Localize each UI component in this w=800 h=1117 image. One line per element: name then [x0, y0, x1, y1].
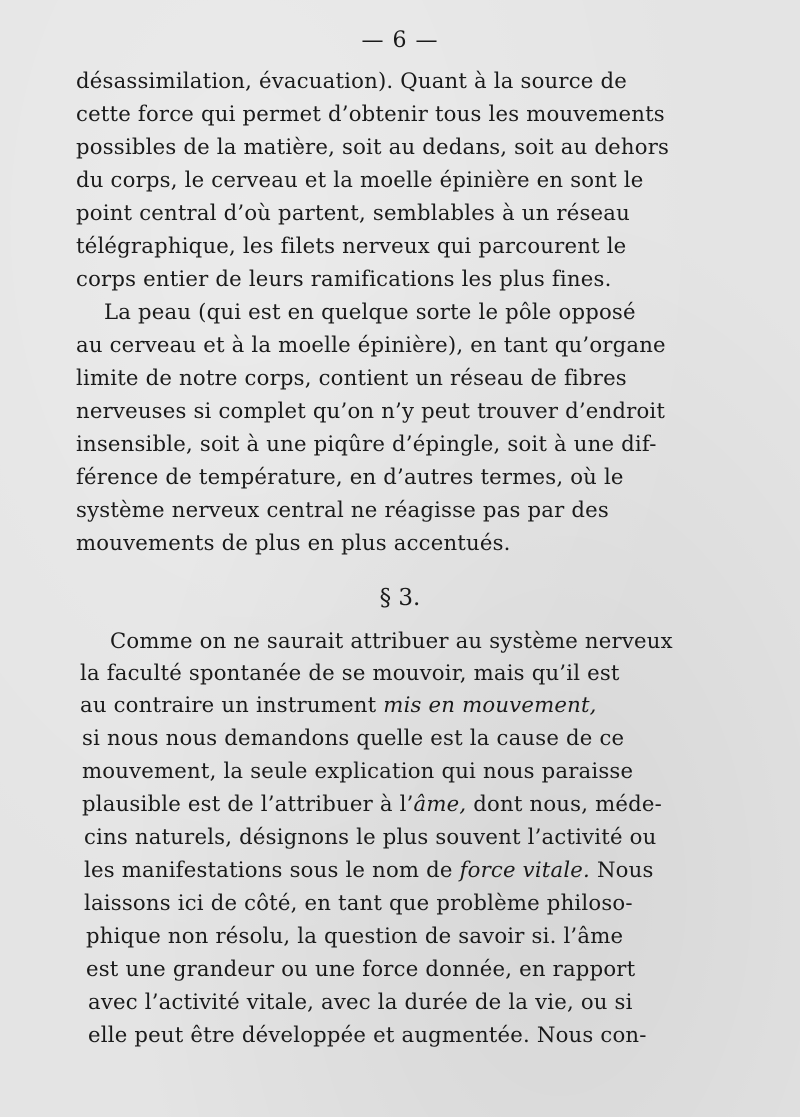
text-line: elle peut être développée et augmentée. Nous con-: [88, 1022, 647, 1047]
text-line: avec l’activité vitale, avec la durée de la vie, ou si: [88, 989, 633, 1014]
text-span: plausible est de l’attribuer à l’: [82, 791, 414, 816]
emphasis-text: âme,: [413, 791, 467, 816]
text-line: point central d’où partent, semblables à un réseau: [76, 200, 630, 225]
text-line: au cerveau et à la moelle épinière), en tant qu’organe: [76, 332, 666, 357]
text-line: nerveuses si complet qu’on n’y peut trouver d’endroit: [76, 398, 666, 423]
text-line: mouvements de plus en plus accentués.: [76, 530, 511, 555]
text-line: phique non résolu, la question de savoir si. l’âme: [86, 923, 624, 948]
text-line: [84, 859, 654, 880]
text-span: au contraire un instrument: [80, 692, 377, 717]
text-line: [82, 793, 662, 814]
text-span: dont nous, méde-: [473, 791, 662, 816]
text-line: la faculté spontanée de se mouvoir, mais qu’il est: [80, 660, 620, 685]
text-line: mouvement, la seule explication qui nous paraisse: [82, 758, 634, 783]
text-line: laissons ici de côté, en tant que problème philoso-: [84, 890, 633, 915]
text-line: désassimilation, évacuation). Quant à la source de: [76, 68, 627, 93]
page-number: — 6 —: [361, 28, 439, 53]
text-line: limite de notre corps, contient un réseau de fibres: [76, 365, 627, 390]
text-span: les manifestations sous le nom de: [84, 857, 453, 882]
text-line: possibles de la matière, soit au dedans, soit au dehors: [76, 134, 670, 159]
emphasis-text: mis en mouvement,: [383, 692, 597, 717]
text-line: est une grandeur ou une force donnée, en rapport: [86, 956, 636, 981]
section-heading: § 3.: [379, 585, 421, 611]
text-line: Comme on ne saurait attribuer au système nerveux: [110, 628, 673, 653]
emphasis-text: force vitale.: [459, 857, 590, 882]
text-line: corps entier de leurs ramifications les plus fines.: [76, 266, 612, 291]
text-line: système nerveux central ne réagisse pas par des: [76, 497, 609, 522]
text-line: cette force qui permet d’obtenir tous les mouvements: [76, 101, 665, 126]
text-line: [80, 694, 597, 715]
text-line: du corps, le cerveau et la moelle épinière en sont le: [76, 167, 644, 192]
text-line: insensible, soit à une piqûre d’épingle, soit à une dif-: [76, 431, 657, 456]
text-line: si nous nous demandons quelle est la cause de ce: [82, 725, 625, 750]
text-line: télégraphique, les filets nerveux qui parcourent le: [76, 233, 627, 258]
text-line: férence de température, en d’autres termes, où le: [76, 464, 624, 489]
text-span: Nous: [596, 857, 654, 882]
text-line: La peau (qui est en quelque sorte le pôle opposé: [104, 299, 636, 324]
text-line: cins naturels, désignons le plus souvent l’activité ou: [84, 824, 657, 849]
